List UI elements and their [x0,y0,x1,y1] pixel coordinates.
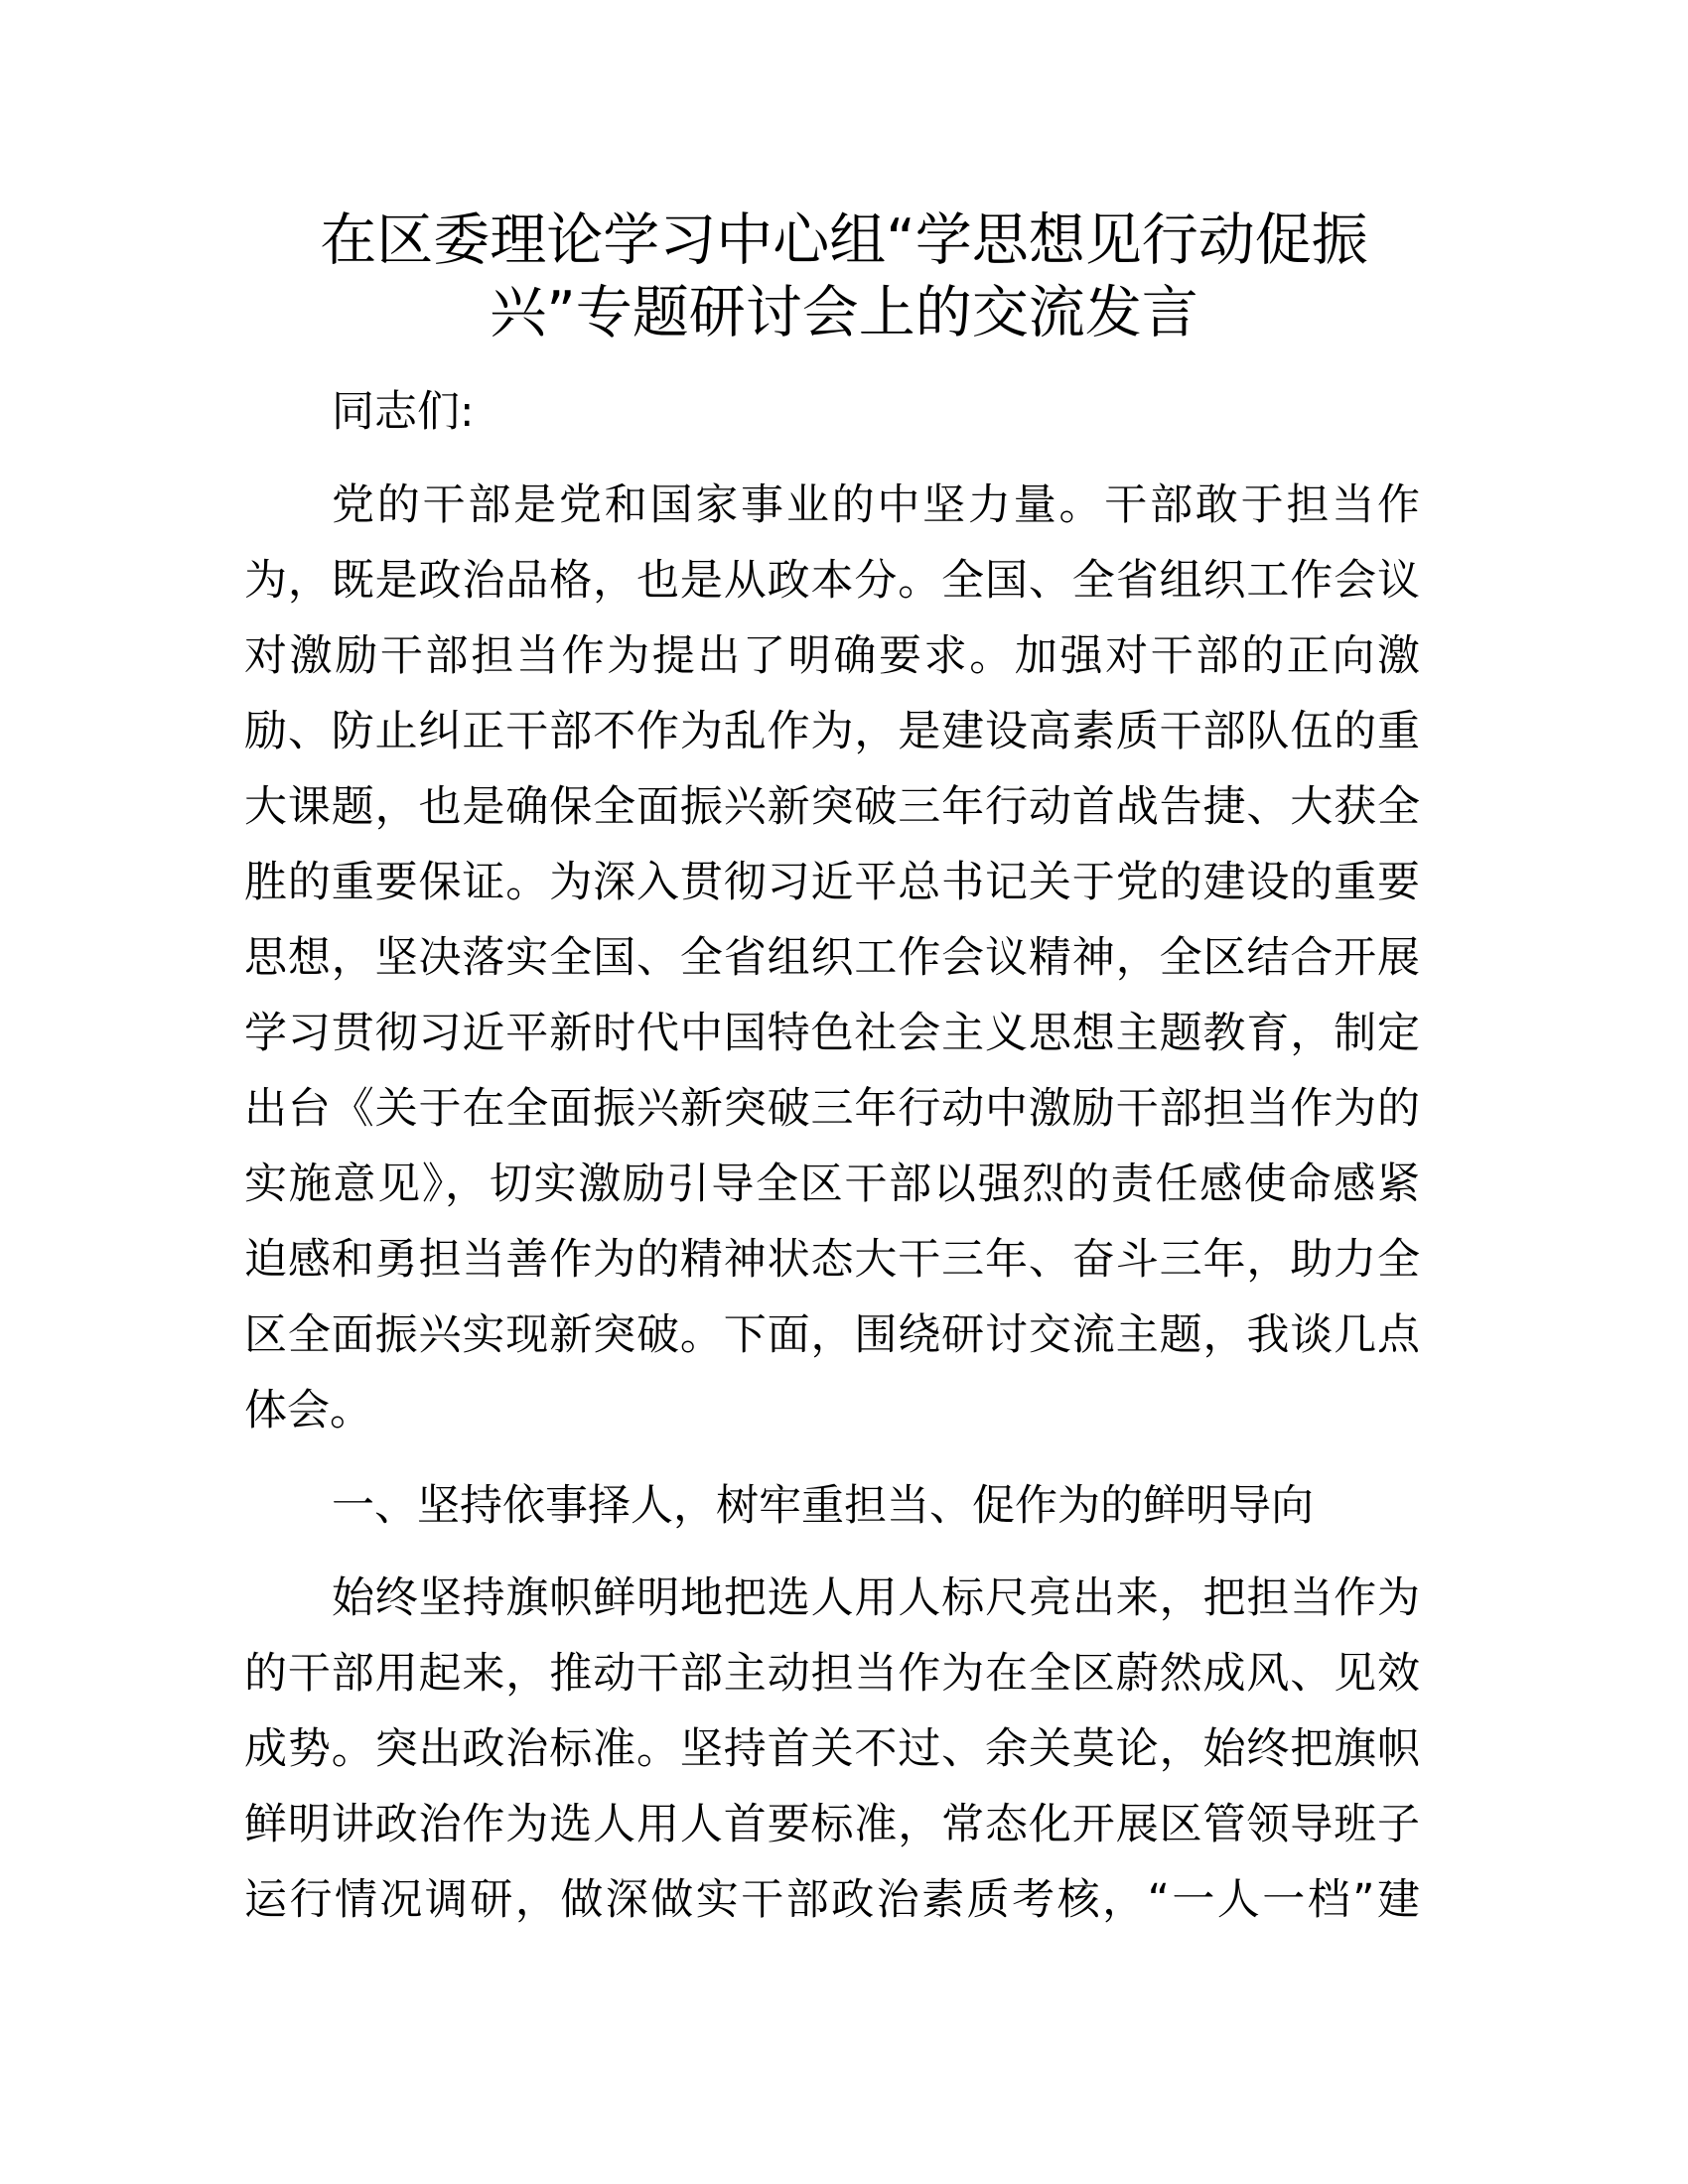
paragraph-line: 区全面振兴实现新突破。下面，围绕研讨交流主题，我谈几点 [244,1310,1420,1360]
paragraph-line: 励、防止纠正干部不作为乱作为，是建设高素质干部队伍的重 [244,707,1420,756]
paragraph-line: 为，既是政治品格，也是从政本分。全国、全省组织工作会议 [244,556,1420,606]
paragraph-line: 的干部用起来，推动干部主动担当作为在全区蔚然成风、见效 [244,1649,1420,1699]
paragraph-line: 对激励干部担当作为提出了明确要求。加强对干部的正向激 [244,631,1420,681]
paragraph-line: 运行情况调研，做深做实干部政治素质考核，“一人一档”建 [244,1875,1420,1925]
paragraph-line: 实施意见》，切实激励引导全区干部以强烈的责任感使命感紧 [244,1160,1420,1209]
paragraph-line: 党的干部是党和国家事业的中坚力量。干部敢于担当作 [332,480,1420,530]
paragraph-line: 出台《关于在全面振兴新突破三年行动中激励干部担当作为的 [244,1084,1420,1134]
section-heading-1: 一、坚持依事择人，树牢重担当、促作为的鲜明导向 [332,1481,1314,1531]
paragraph-line: 胜的重要保证。为深入贯彻习近平总书记关于党的建设的重要 [244,858,1420,907]
document-title-line-1: 在区委理论学习中心组“学思想见行动促振 [320,207,1368,273]
salutation: 同志们: [332,387,475,437]
paragraph-line: 学习贯彻习近平新时代中国特色社会主义思想主题教育，制定 [244,1009,1420,1058]
document-title-line-2: 兴”专题研讨会上的交流发言 [490,280,1198,345]
paragraph-line: 体会。 [244,1386,372,1435]
paragraph-line: 鲜明讲政治作为选人用人首要标准，常态化开展区管领导班子 [244,1800,1420,1849]
paragraph-line: 大课题，也是确保全面振兴新突破三年行动首战告捷、大获全 [244,782,1420,832]
paragraph-line: 成势。突出政治标准。坚持首关不过、余关莫论，始终把旗帜 [244,1724,1420,1774]
paragraph-line: 迫感和勇担当善作为的精神状态大干三年、奋斗三年，助力全 [244,1235,1420,1285]
paragraph-line: 始终坚持旗帜鲜明地把选人用人标尺亮出来，把担当作为 [332,1573,1420,1623]
paragraph-line: 思想，坚决落实全国、全省组织工作会议精神，全区结合开展 [244,933,1420,983]
